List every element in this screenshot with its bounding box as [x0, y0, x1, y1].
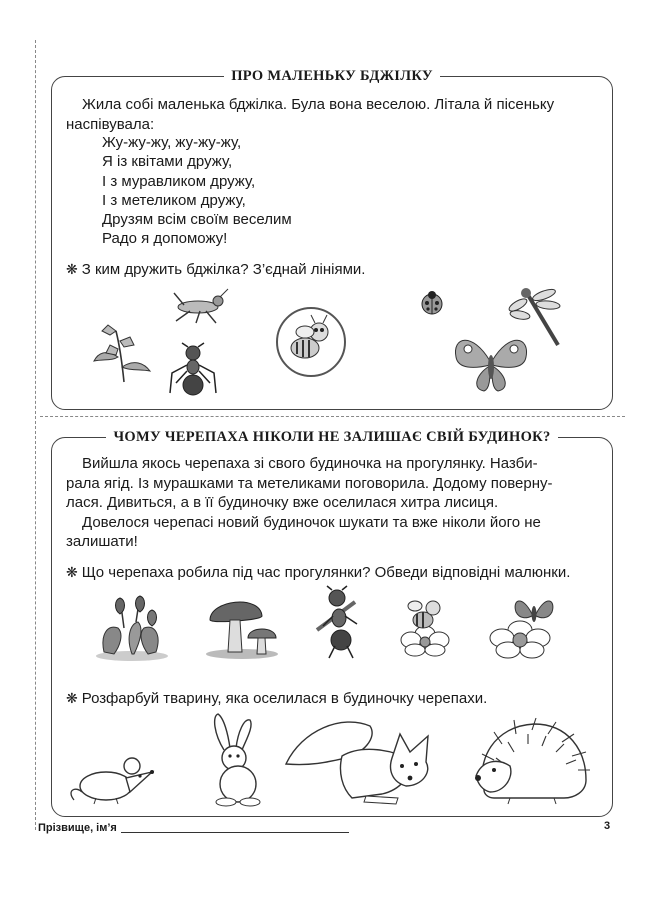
bee-picture[interactable] — [275, 306, 347, 378]
section-turtle-title: ЧОМУ ЧЕРЕПАХА НІКОЛИ НЕ ЗАЛИШАЄ СВІЙ БУДИНОК? — [52, 428, 612, 446]
butterfly-on-flower-picture[interactable] — [484, 590, 556, 660]
name-field[interactable]: Прізвище, ім’я — [38, 822, 349, 834]
bee-intro: Жила собі маленька бджілка. Була вона веселою. Літала й пісеньку наспівувала: — [66, 96, 555, 133]
bullet-star-icon: ❋ — [66, 564, 78, 580]
strawberry-plant-picture[interactable] — [94, 588, 170, 662]
bee-task: ❋ З ким дружить бджілка? З’єднай лініями. — [66, 261, 366, 278]
poem-line: Я із квітами дружу, — [102, 153, 233, 171]
ant-with-stick-picture[interactable] — [317, 586, 367, 662]
poem-line: Радо я допоможу! — [102, 230, 228, 248]
turtle-task-color: ❋ Розфарбуй тварину, яка оселилася в будиночку черепахи. — [66, 690, 488, 707]
dragonfly-picture[interactable] — [510, 285, 570, 353]
poem-line: І з метеликом дружу, — [102, 191, 246, 209]
name-blank-line[interactable] — [121, 832, 349, 833]
bullet-star-icon: ❋ — [66, 690, 78, 706]
poem-line: І з муравликом дружу, — [102, 172, 256, 190]
mouse-picture[interactable] — [66, 742, 158, 806]
page-number: 3 — [604, 820, 611, 832]
turtle-story: Вийшла якось черепаха зі свого будиночка на прогулянку. Назби- рала ягід. Із мурашками та метеликами поговорила. Додому поверну- лася. Дивиться, а в її будиночку вже оселилася хитра лисиця. Довелося черепасі новий будиночок шукати та вже ніколи його не залишати! — [66, 455, 553, 550]
section-bee-title: ПРО МАЛЕНЬКУ БДЖІЛКУ — [52, 67, 612, 85]
bee-on-flower-picture[interactable] — [397, 594, 453, 656]
hedgehog-picture[interactable] — [474, 720, 590, 804]
mushrooms-picture[interactable] — [204, 594, 280, 660]
bullet-star-icon: ❋ — [66, 261, 78, 277]
ladybug-picture[interactable] — [418, 289, 446, 317]
turtle-task-walk: ❋ Що черепаха робила під час прогулянки? Обведи відповідні малюнки. — [66, 564, 571, 581]
cut-line-vertical — [35, 40, 36, 830]
rabbit-picture[interactable] — [204, 714, 270, 806]
section-turtle — [51, 429, 613, 817]
poem-line: Жу-жу-жу, жу-жу-жу, — [102, 134, 242, 151]
bluebell-picture[interactable] — [94, 317, 154, 385]
section-bee — [51, 68, 613, 410]
ant-picture[interactable] — [166, 343, 220, 399]
cut-line-horizontal — [40, 416, 625, 417]
fox-picture[interactable] — [282, 714, 452, 806]
bee-poem — [102, 133, 292, 249]
grasshopper-picture[interactable] — [170, 289, 230, 327]
poem-line: Друзям всім своїм веселим — [102, 211, 292, 229]
